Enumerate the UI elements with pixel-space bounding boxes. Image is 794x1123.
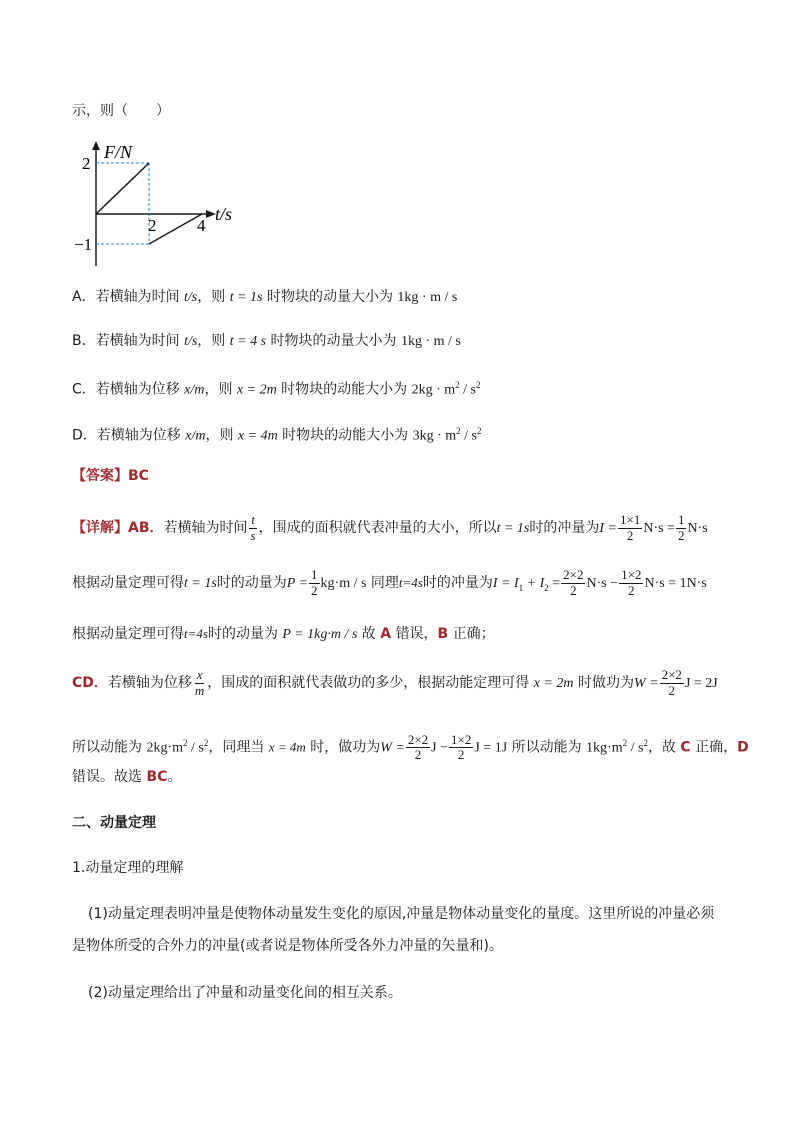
section-subheading: 1.动量定理的理解 — [72, 860, 184, 876]
x-tick-2: 2 — [148, 216, 157, 235]
option-d[interactable]: D．若横轴为位移 x/m，则 x = 4m 时物块的动能大小为 $3kg \cdot m^2 / s^2$ — [72, 426, 482, 444]
y-tick-2: 2 — [82, 154, 91, 173]
option-b[interactable]: B．若横轴为时间 t/s，则 t = 4 s 时物块的动量大小为 1kg · m / s — [72, 333, 461, 349]
force-rise — [96, 163, 149, 214]
option-a[interactable]: A．若横轴为时间 t/s，则 t = 1s 时物块的动量大小为 1kg · m / s — [72, 289, 458, 305]
paragraph-1-line-1: (1)动量定理表明冲量是使物体动量发生变化的原因,冲量是物体动量变化的量度。这里所说的冲量必须 — [88, 906, 715, 922]
detail-line-5: 所以动能为 $2kg\cdot m^2 / s^2$，同理当 x = 4m 时，做功为W = $\frac{2\times 2}{2}$ J − $\frac{1\times 2}{2}$ J = 1J 所以动能为 $1kg\cdot m^2 / s^2$，故 C 正确，D — [72, 731, 749, 763]
x-axis-label: t/s — [215, 204, 233, 224]
force-graph — [72, 138, 262, 270]
detail-line-1: 【详解】AB．若横轴为时间 $\frac{t}{s}$ ，围成的面积就代表冲量的大小，所以t = 1s时的冲量为I = $\frac{1\times 1}{2}$ N·s = $\frac{1}{2}$ N·s — [72, 512, 708, 543]
paragraph-1-line-2: 是物体所受的合外力的冲量(或者说是物体所受各外力冲量的矢量和)。 — [72, 938, 503, 954]
y-axis-label: F/N — [104, 142, 133, 162]
option-c[interactable]: C．若横轴为位移 x/m，则 x = 2m 时物块的动能大小为 $2kg \cdot m^2 / s^2$ — [72, 380, 481, 398]
detail-line-3: 根据动量定理可得t=4s时的动量为 P = 1kg·m / s 故 A 错误，B 正确； — [72, 626, 495, 642]
detail-line-4: CD．若横轴为位移 $\frac{x}{m}$ ，围成的面积就代表做功的多少，根据动能定理可得 x = 2m 时做功为W = $\frac{2\times 2}{2}$ J = 2J — [72, 667, 718, 698]
y-axis-arrow — [92, 141, 100, 150]
question-intro: 示，则（ ） — [72, 103, 170, 119]
y-tick-neg1: −1 — [74, 235, 93, 254]
section-heading: 二、动量定理 — [72, 815, 156, 831]
detail-line-6: 错误。故选 BC。 — [72, 769, 182, 785]
paragraph-2: (2)动量定理给出了冲量和动量变化间的相互关系。 — [88, 985, 402, 1001]
force-fall — [149, 214, 202, 244]
x-tick-4: 4 — [197, 216, 206, 235]
answer-line: 【答案】BC — [72, 468, 149, 484]
detail-line-2: 根据动量定理可得t = 1s时的动量为P = $\frac{1}{2}$ kg·m / s 同理t=4s时的冲量为$I = I_1 + I_2$ = $\frac{2\times 2}{2}$ N·s − $\frac{1\times 2}{2}$ N·s = 1N·s — [72, 567, 707, 598]
